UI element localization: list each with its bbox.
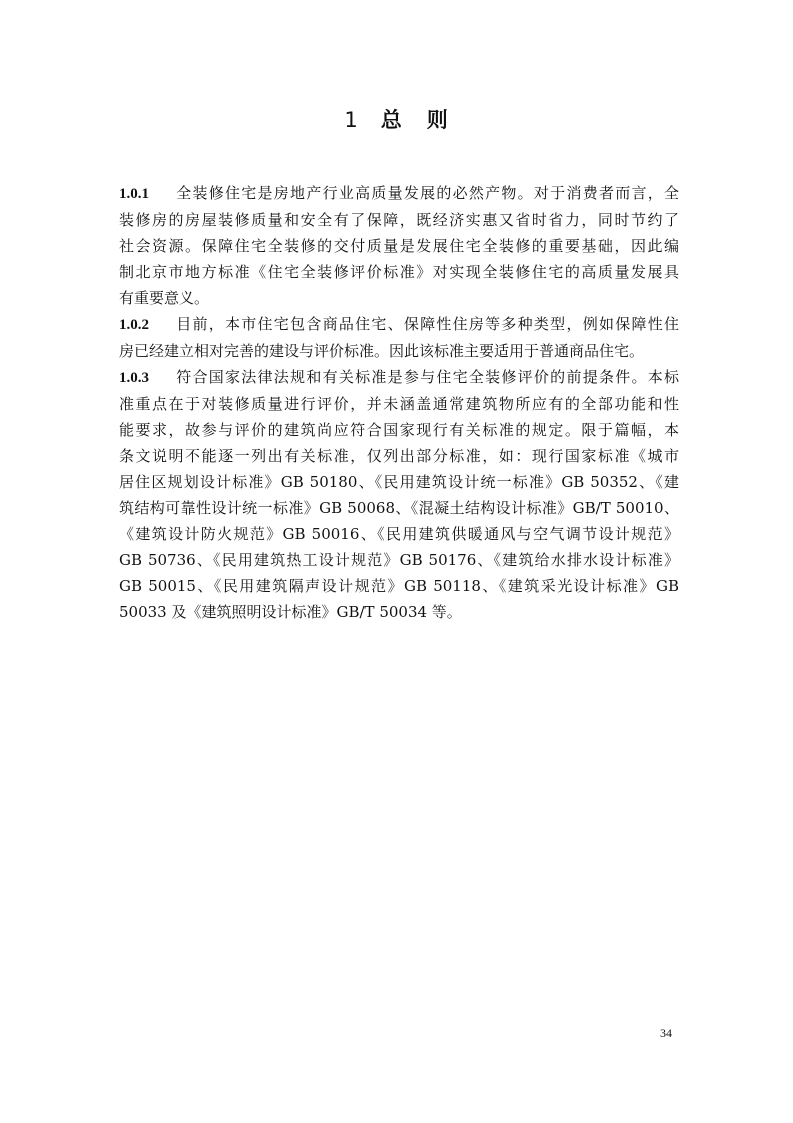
clause-number: 1.0.3	[119, 370, 149, 386]
text-line: 房已经建立相对完善的建设与评价标准。因此该标准主要适用于普通商品住宅。	[119, 342, 645, 360]
clause-text: 目前，本市住宅包含商品住宅、保障性住房等多种类型，例如保障性住	[175, 315, 679, 333]
clause-1-0-2	[119, 311, 679, 364]
page-number: 34	[660, 1026, 672, 1040]
text-line: 有重要意义。	[119, 289, 210, 307]
text-line: GB 50015、《民用建筑隔声设计规范》GB 50118、《建筑采光设计标准》GB	[119, 577, 679, 595]
text-line	[119, 311, 679, 338]
clause-1-0-1	[119, 180, 679, 311]
clause-number: 1.0.1	[119, 186, 149, 202]
document-body	[119, 180, 679, 625]
text-line: 社会资源。保障住宅全装修的交付质量是发展住宅全装修的重要基础，因此编	[119, 237, 679, 255]
text-line: 50033 及《建筑照明设计标准》GB/T 50034 等。	[119, 603, 462, 621]
text-line: GB 50736、《民用建筑热工设计规范》GB 50176、《建筑给水排水设计标准》	[119, 551, 679, 569]
text-line: 《建筑设计防火规范》GB 50016、《民用建筑供暖通风与空气调节设计规范》	[119, 525, 679, 543]
clause-text: 符合国家法律法规和有关标准是参与住宅全装修评价的前提条件。本标	[175, 368, 679, 386]
text-line: 准重点在于对装修质量进行评价，并未涵盖通常建筑物所应有的全部功能和性	[119, 395, 679, 413]
text-line: 筑结构可靠性设计统一标准》GB 50068、《混凝土结构设计标准》GB/T 50010、	[119, 499, 679, 517]
chapter-number: 1	[344, 108, 359, 132]
text-line: 居住区规划设计标准》GB 50180、《民用建筑设计统一标准》GB 50352、《建	[119, 473, 679, 491]
chapter-title-word: 则	[426, 107, 449, 132]
clause-number: 1.0.2	[119, 317, 149, 333]
text-line: 装修房的房屋装修质量和安全有了保障，既经济实惠又省时省力，同时节约了	[119, 211, 679, 229]
text-line: 条文说明不能逐一列出有关标准，仅列出部分标准，如：现行国家标准《城市	[119, 447, 679, 465]
chapter-heading	[0, 104, 793, 134]
chapter-title-word: 总	[380, 107, 403, 132]
text-line: 能要求，故参与评价的建筑尚应符合国家现行有关标准的规定。限于篇幅，本	[119, 421, 679, 439]
text-line: 制北京市地方标准《住宅全装修评价标准》对实现全装修住宅的高质量发展具	[119, 263, 679, 281]
text-line	[119, 180, 679, 207]
clause-text: 全装修住宅是房地产行业高质量发展的必然产物。对于消费者而言，全	[175, 184, 679, 202]
clause-1-0-3	[119, 364, 679, 625]
text-line	[119, 364, 679, 391]
